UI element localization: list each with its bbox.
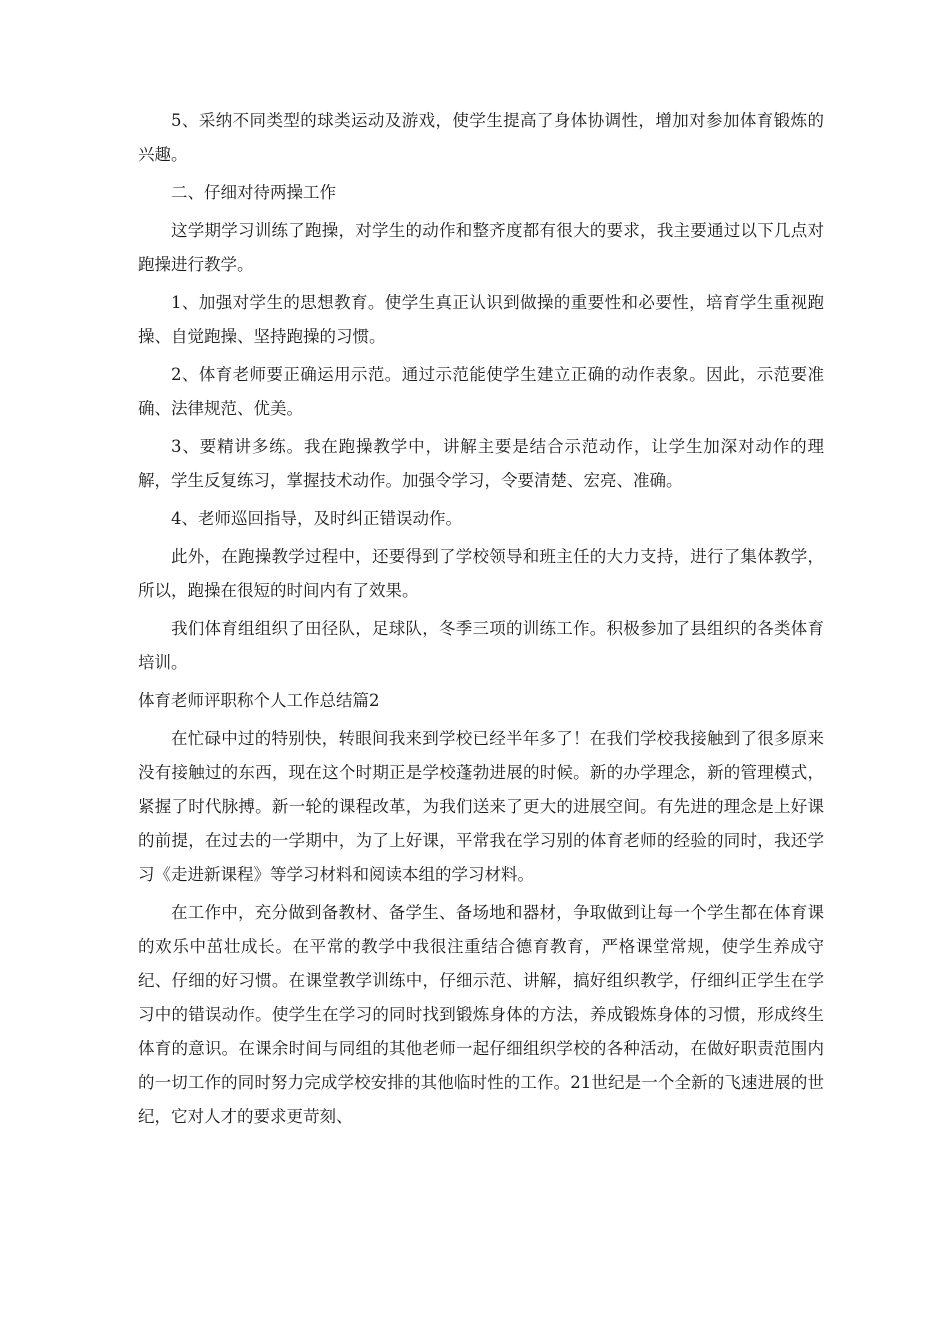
paragraph: 我们体育组组织了田径队，足球队，冬季三项的训练工作。积极参加了县组织的各类体育培训。 xyxy=(138,619,824,672)
paragraph: 在工作中，充分做到备教材、备学生、备场地和器材，争取做到让每一个学生都在体育课的欢乐中茁壮成长。在平常的教学中我很注重结合德育教育，严格课堂常规，使学生养成守纪、仔细的好习惯。在课堂教学训练中，仔细示范、讲解，搞好组织教学，仔细纠正学生在学习中的错误动作。使学生在学习的同时找到锻炼身体的方法，养成锻炼身体的习惯，形成终生体育的意识。在课余时间与同组的其他老师一起仔细组织学校的各种活动，在做好职责范围内的一切工作的同时努力完成学校安排的其他临时性的工作。21世纪是一个全新的飞速进展的世纪，它对人才的要求更苛刻、 xyxy=(138,903,824,1126)
paragraph: 4、老师巡回指导，及时纠正错误动作。 xyxy=(171,509,462,528)
paragraph: 在忙碌中过的特别快，转眼间我来到学校已经半年多了！在我们学校我接触到了很多原来没有接触过的东西，现在这个时期正是学校蓬勃进展的时候。新的办学理念，新的管理模式，紧握了时代脉搏。新一轮的课程改革，为我们送来了更大的进展空间。有先进的理念是上好课的前提，在过去的一学期中，为了上好课，平常我在学习别的体育老师的经验的同时，我还学习《走进新课程》等学习材料和阅读本组的学习材料。 xyxy=(138,729,824,884)
paragraph: 5、采纳不同类型的球类运动及游戏，使学生提高了身体协调性，增加对参加体育锻炼的兴趣。 xyxy=(138,111,824,164)
paragraph: 1、加强对学生的思想教育。使学生真正认识到做操的重要性和必要性，培育学生重视跑操、自觉跑操、坚持跑操的习惯。 xyxy=(138,293,824,346)
document-body xyxy=(138,104,824,1138)
paragraph: 3、要精讲多练。我在跑操教学中，讲解主要是结合示范动作，让学生加深对动作的理解，学生反复练习，掌握技术动作。加强令学习，令要清楚、宏亮、准确。 xyxy=(138,437,824,490)
section-heading: 二、仔细对待两操工作 xyxy=(171,183,336,202)
paragraph: 此外，在跑操教学过程中，还要得到了学校领导和班主任的大力支持，进行了集体教学，所以，跑操在很短的时间内有了效果。 xyxy=(138,547,824,600)
paragraph: 这学期学习训练了跑操，对学生的动作和整齐度都有很大的要求，我主要通过以下几点对跑操进行教学。 xyxy=(138,221,824,274)
paragraph: 2、体育老师要正确运用示范。通过示范能使学生建立正确的动作表象。因此，示范要准确、法律规范、优美。 xyxy=(138,365,824,418)
article-title: 体育老师评职称个人工作总结篇2 xyxy=(138,691,380,710)
